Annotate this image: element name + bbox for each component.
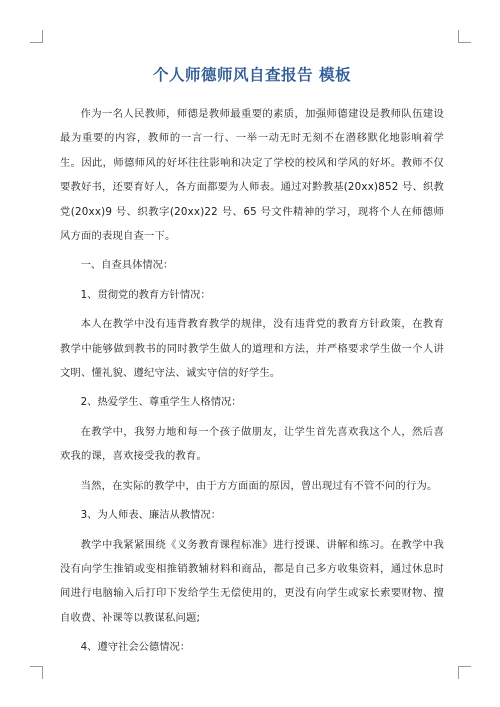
document-page: [60, 64, 444, 665]
item-heading-1: 1、贯彻党的教育方针情况：: [80, 288, 211, 301]
item-paragraph-1: 本人在教学中没有违背教育教学的规律，没有违背党的教育方针政策，在教育教学中能够做到教书的同时教学生做人的道理和方法，并严格要求学生做一个人讲文明、懂礼貌、遵纪守法、诚实守信的好学生。: [60, 318, 444, 380]
intro-paragraph: 作为一名人民教师，师德是教师最重要的素质，加强师德建设是教师队伍建设最为重要的内容，教师的一言一行、一举一动无时无刻不在潜移默化地影响着学生。因此，师德师风的好坏往往影响和决定了学校的校风和学风的好坏。教师不仅要教好书，还要育好人，各方面都要为人师表。通过对黔教基(20xx)852 号、织教党(20xx)9 号、织教字(20xx)22 号、65 号文件精神的学习，现将个人在师德师风方面的表现自查一下。: [60, 108, 444, 243]
item-paragraph-2a: 在教学中，我努力地和每一个孩子做朋友，让学生首先喜欢我这个人，然后喜欢我的课，喜欢接受我的教育。: [60, 425, 444, 463]
item-heading-3: 3、为人师表、廉洁从教情况：: [80, 509, 222, 522]
crop-mark-top-right: [458, 30, 471, 43]
item-paragraph-2b: 当然，在实际的教学中，由于方方面面的原因，曾出现过有不管不问的行为。: [80, 479, 438, 492]
item-heading-4: 4、遵守社会公德情况：: [80, 641, 191, 654]
crop-mark-top-left: [30, 30, 43, 43]
document-title: 个人师德师风自查报告 模板: [153, 66, 351, 84]
item-paragraph-3: 教学中我紧紧围绕《义务教育课程标准》进行授课、讲解和练习。在教学中我没有向学生推销或变相推销教辅材料和商品，都是自己多方收集资料，通过休息时间进行电脑输入后打印下发给学生无偿使用的，更没有向学生或家长索要财物、擅自收费、补课等以教谋私问题;: [60, 538, 444, 624]
crop-mark-bottom-left: [30, 666, 43, 679]
item-heading-2: 2、热爱学生、尊重学生人格情况：: [80, 396, 242, 409]
section-heading-self-check: 一、自查具体情况：: [80, 259, 174, 272]
crop-mark-bottom-right: [458, 666, 471, 679]
